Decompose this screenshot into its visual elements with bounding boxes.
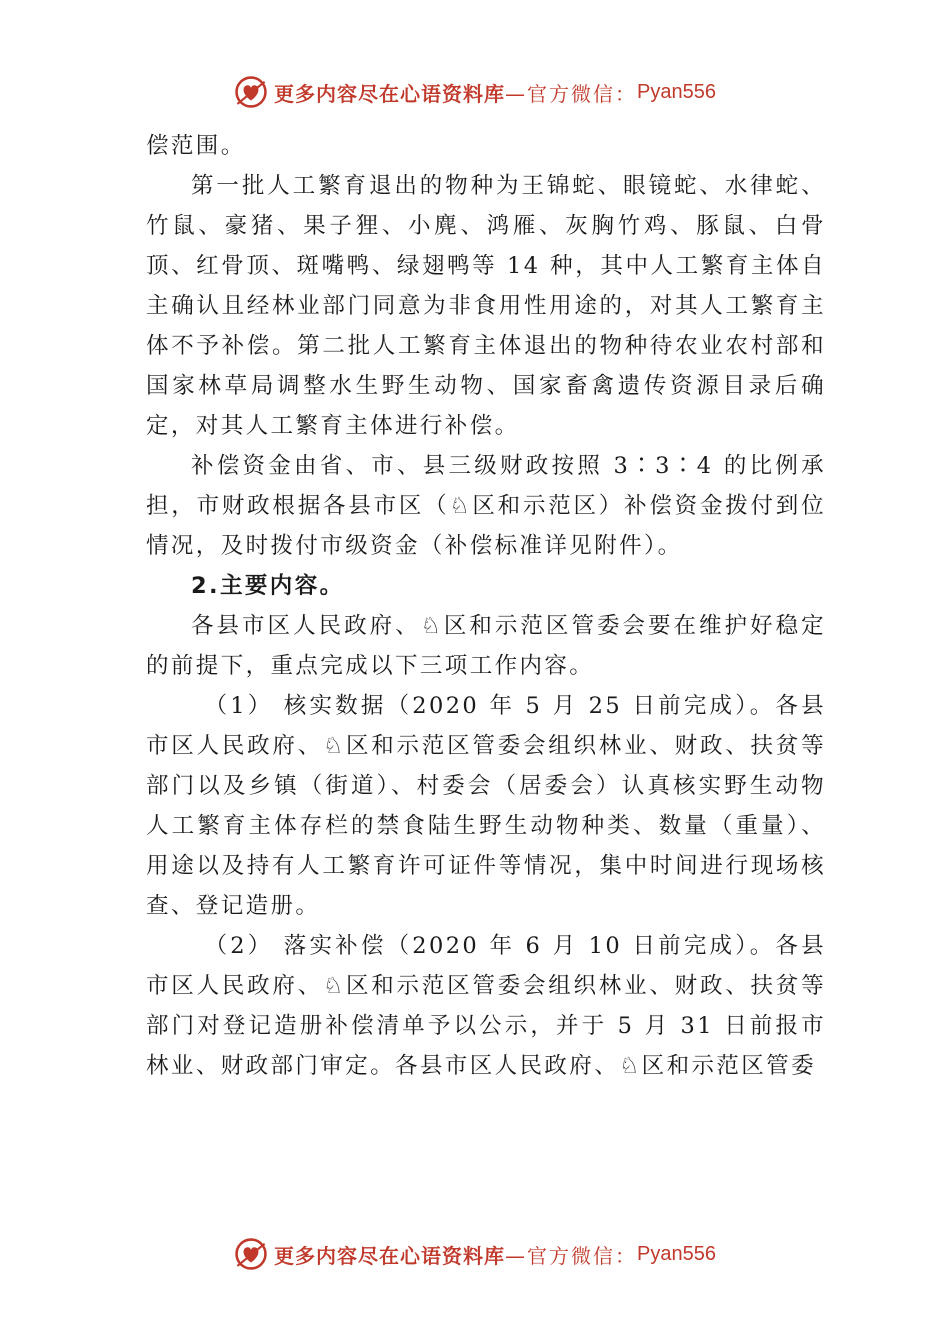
- watermark-text: 更多内容尽在心语资料库: [274, 1243, 506, 1268]
- paragraph: （1） 核实数据（2020 年 5 月 25 日前完成）。各县市区人民政府、♘区和示范区管委会组织林业、财政、扶贫等部门以及乡镇（街道）、村委会（居委会）认真核实野生动物人工繁育主体存栏的禁食陆生野生动物种类、数量（重量）、用途以及持有人工繁育许可证件等情况，集中时间进行现场核查、登记造册。: [146, 693, 826, 919]
- watermark-wechat-label: —官方微信：: [505, 1243, 638, 1268]
- logo-heart-icon: [234, 75, 268, 109]
- paragraph: 各县市区人民政府、♘区和示范区管委会要在维护好稳定的前提下，重点完成以下三项工作内容。: [146, 613, 826, 679]
- watermark-wechat-label: —官方微信：: [505, 81, 638, 106]
- document-body: [146, 126, 826, 1086]
- paragraph: 偿范围。: [146, 133, 246, 159]
- paragraph: 第一批人工繁育退出的物种为王锦蛇、眼镜蛇、水律蛇、竹鼠、豪猪、果子狸、小麂、鸿雁、灰胸竹鸡、豚鼠、白骨顶、红骨顶、斑嘴鸭、绿翅鸭等 14 种，其中人工繁育主体自主确认且经林业部门同意为非食用性用途的，对其人工繁育主体不予补偿。第二批人工繁育主体退出的物种待农业农村部和国家林草局调整水生野生动物、国家畜禽遗传资源目录后确定，对其人工繁育主体进行补偿。: [146, 173, 826, 439]
- watermark-wechat-id: Pyan556: [637, 1242, 716, 1265]
- paragraph: 补偿资金由省、市、县三级财政按照 3∶3∶4 的比例承担，市财政根据各县市区（♘区和示范区）补偿资金拨付到位情况，及时拨付市级资金（补偿标准详见附件）。: [146, 453, 826, 559]
- logo-heart-icon: [234, 1237, 268, 1271]
- watermark-text: 更多内容尽在心语资料库: [274, 81, 506, 106]
- section-heading: 2.主要内容。: [191, 573, 345, 599]
- paragraph: （2） 落实补偿（2020 年 6 月 10 日前完成）。各县市区人民政府、♘区和示范区管委会组织林业、财政、扶贫等部门对登记造册补偿清单予以公示，并于 5 月 31 日前报市林业、财政部门审定。各县市区人民政府、♘区和示范区管委: [146, 933, 826, 1079]
- watermark-header: [0, 72, 950, 112]
- watermark-wechat-id: Pyan556: [637, 80, 716, 103]
- watermark-footer: [0, 1234, 950, 1274]
